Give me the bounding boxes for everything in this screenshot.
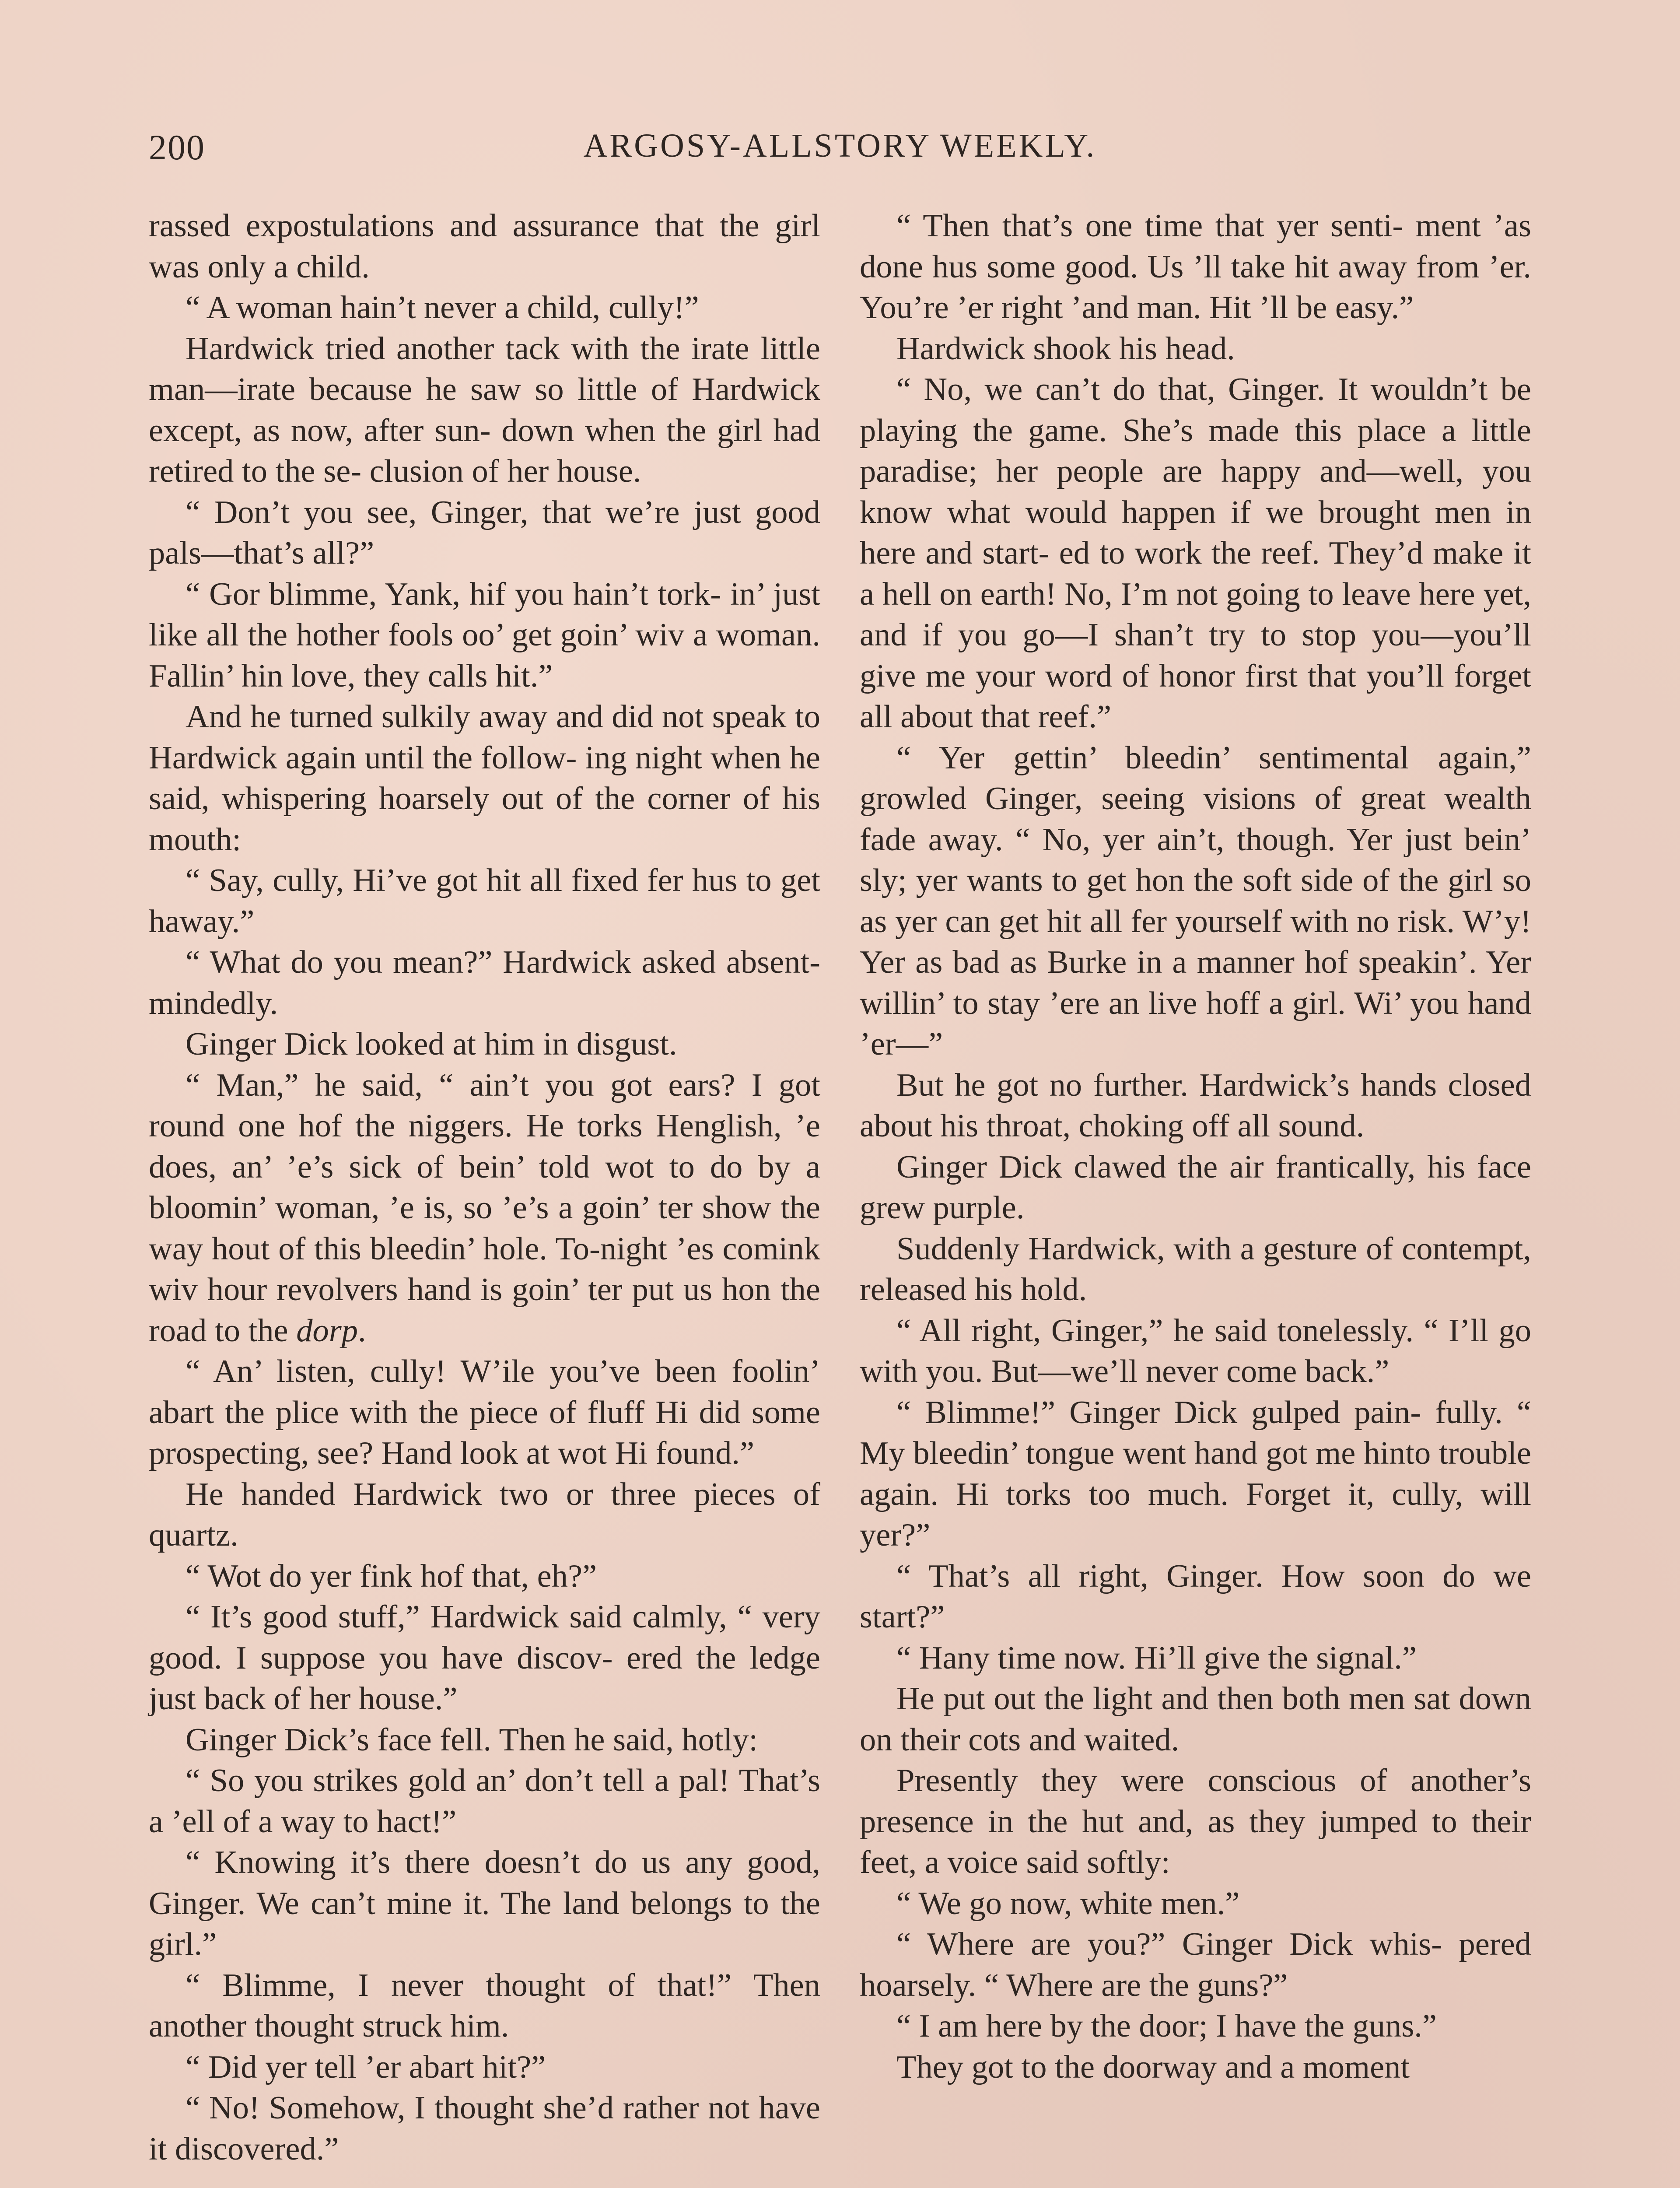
paragraph xyxy=(860,2047,1531,2088)
paragraph xyxy=(149,1351,820,1474)
paragraph xyxy=(149,1065,820,1352)
paragraph xyxy=(860,1065,1531,1147)
paragraph-text: “ A woman hain’t never a child, cully!” xyxy=(186,290,699,326)
page-number: 200 xyxy=(149,127,205,167)
paragraph xyxy=(149,697,820,860)
paragraph-text: He handed Hardwick two or three pieces of quartz. xyxy=(149,1476,820,1553)
paragraph-text: He put out the light and then both men sat down on their cots and waited. xyxy=(860,1681,1531,1758)
paragraph-text: “ We go now, white men.” xyxy=(896,1885,1240,1922)
paragraph-text: Hardwick shook his head. xyxy=(896,330,1235,367)
paragraph-text: “ Where are you?” Ginger Dick whis- pered hoarsely. “ Where are the guns?” xyxy=(860,1926,1531,2003)
paragraph xyxy=(860,1147,1531,1229)
paragraph-text: “ It’s good stuff,” Hardwick said calmly, “ very good. I suppose you have discov- ered the ledge just back of her house.” xyxy=(149,1599,820,1717)
paragraph-text: “ Man,” he said, “ ain’t you got ears? I got round one hof the niggers. He torks Henglish, ’e does, an’ ’e’s sick of bein’ told wot to do by a bloomin’ woman, ’e is, so ’e’s a goin’ ter show the way hout of this bleedin’ hole. To-night ’es comink wiv hour revolvers hand is goin’ ter put us hon the road to the xyxy=(149,1067,820,1349)
running-head: ARGOSY-ALLSTORY WEEKLY. xyxy=(583,127,1097,164)
paragraph-text: “ No, we can’t do that, Ginger. It wouldn’t be playing the game. She’s made this place a little paradise; her people are happy and—well, you know what would happen if we brought men in here and start- ed to work the reef. They’d make it a hell on earth! No, I’m not going to leave here yet, and if you go—I shan’t try to stop you—you’ll give me your word of honor first that you’ll forget all about that reef.” xyxy=(860,372,1531,735)
paragraph xyxy=(149,1597,820,1720)
paragraph-text: “ Then that’s one time that yer senti- ment ’as done hus some good. Us ’ll take hit away from ’er. You’re ’er right ’and man. Hit ’ll be easy.” xyxy=(860,208,1531,326)
italic-word: dorp xyxy=(296,1312,358,1349)
paragraph-text: “ Blimme!” Ginger Dick gulped pain- fully. “ My bleedin’ tongue went hand got me hinto trouble again. Hi torks too much. Forget it, cully, will yer?” xyxy=(860,1394,1531,1553)
paragraph-text: “ Gor blimme, Yank, hif you hain’t tork- in’ just like all the hother fools oo’ get goin’ wiv a woman. Fallin’ hin love, they calls hit.” xyxy=(149,576,820,694)
paragraph-text: But he got no further. Hardwick’s hands closed about his throat, choking off all sound. xyxy=(860,1067,1531,1144)
paragraph-text: Ginger Dick clawed the air frantically, his face grew purple. xyxy=(860,1149,1531,1226)
paragraph xyxy=(860,1924,1531,2006)
paragraph xyxy=(149,1965,820,2047)
paragraph xyxy=(149,574,820,697)
paragraph-text: “ What do you mean?” Hardwick asked absent-mindedly. xyxy=(149,944,820,1021)
paragraph-text: They got to the doorway and a moment xyxy=(896,2049,1410,2085)
paragraph xyxy=(860,738,1531,1065)
paragraph xyxy=(860,1229,1531,1311)
paragraph-text: “ That’s all right, Ginger. How soon do we start?” xyxy=(860,1558,1531,1635)
paragraph-text: Suddenly Hardwick, with a gesture of contempt, released his hold. xyxy=(860,1231,1531,1308)
paragraph xyxy=(149,288,820,329)
paragraph-text: “ Hany time now. Hi’ll give the signal.” xyxy=(896,1640,1417,1676)
paragraph xyxy=(860,206,1531,329)
paragraph xyxy=(149,1024,820,1065)
paragraph-text: “ Blimme, I never thought of that!” Then another thought struck him. xyxy=(149,1967,820,2044)
paragraph-text: “ Wot do yer fink hof that, eh?” xyxy=(186,1558,597,1594)
paragraph-text-tail: . xyxy=(357,1312,366,1349)
paragraph xyxy=(149,1760,820,1842)
paragraph xyxy=(860,1883,1531,1925)
left-text-column xyxy=(149,206,820,2170)
paragraph-text: “ Don’t you see, Ginger, that we’re just good pals—that’s all?” xyxy=(149,494,820,571)
paragraph xyxy=(149,942,820,1024)
paragraph xyxy=(149,1556,820,1597)
paragraph xyxy=(149,1474,820,1556)
paragraph xyxy=(149,492,820,574)
paragraph xyxy=(149,860,820,942)
paragraph-text: “ So you strikes gold an’ don’t tell a pal! That’s a ’ell of a way to hact!” xyxy=(149,1763,820,1840)
paragraph-text: And he turned sulkily away and did not speak to Hardwick again until the follow- ing night when he said, whispering hoarsely out of the corner of his mouth: xyxy=(149,699,820,858)
paragraph xyxy=(860,369,1531,738)
paragraph xyxy=(860,1638,1531,1679)
paragraph-text: “ Knowing it’s there doesn’t do us any good, Ginger. We can’t mine it. The land belongs to the girl.” xyxy=(149,1844,820,1962)
paragraph-text: “ Did yer tell ’er abart hit?” xyxy=(186,2049,546,2085)
right-text-column xyxy=(860,206,1531,2088)
paragraph-text: Presently they were conscious of another’s presence in the hut and, as they jumped to their feet, a voice said softly: xyxy=(860,1763,1531,1880)
paragraph xyxy=(149,206,820,288)
paragraph-text: “ Yer gettin’ bleedin’ sentimental again,” growled Ginger, seeing visions of great wealth fade away. “ No, yer ain’t, though. Yer just bein’ sly; yer wants to get hon the soft side of the girl so as yer can get hit all fer yourself with no risk. W’y! Yer as bad as Burke in a manner hof speakin’. Yer willin’ to stay ’ere an live hoff a girl. Wi’ you hand ’er—” xyxy=(860,740,1531,1062)
paragraph xyxy=(149,1720,820,1761)
paragraph-text: “ All right, Ginger,” he said tonelessly. “ I’ll go with you. But—we’ll never come back.” xyxy=(860,1312,1531,1389)
paragraph xyxy=(149,1842,820,1965)
paragraph-text: “ An’ listen, cully! W’ile you’ve been foolin’ abart the plice with the piece of fluff Hi did some prospecting, see? Hand look at wot Hi found.” xyxy=(149,1353,820,1471)
paragraph xyxy=(149,329,820,492)
paragraph-text: “ Say, cully, Hi’ve got hit all fixed fer hus to get haway.” xyxy=(149,863,820,940)
paragraph xyxy=(149,2047,820,2088)
paragraph xyxy=(860,1556,1531,1638)
paragraph xyxy=(860,329,1531,370)
paragraph-text: Ginger Dick’s face fell. Then he said, hotly: xyxy=(186,1722,758,1758)
paragraph xyxy=(860,1392,1531,1556)
paragraph xyxy=(149,2088,820,2170)
paragraph xyxy=(860,1760,1531,1883)
paragraph-text: Hardwick tried another tack with the irate little man—irate because he saw so little of Hardwick except, as now, after sun- down when the girl had retired to the se- clusion of her house. xyxy=(149,330,820,489)
paragraph xyxy=(860,2006,1531,2047)
paragraph-text: rassed expostulations and assurance that the girl was only a child. xyxy=(149,208,820,285)
paragraph-text: “ No! Somehow, I thought she’d rather not have it discovered.” xyxy=(149,2090,820,2167)
paragraph-text: “ I am here by the door; I have the guns.” xyxy=(896,2008,1437,2044)
paragraph xyxy=(860,1679,1531,1760)
paragraph-text: Ginger Dick looked at him in disgust. xyxy=(186,1026,677,1062)
page-header xyxy=(149,127,1531,179)
paragraph xyxy=(860,1311,1531,1392)
